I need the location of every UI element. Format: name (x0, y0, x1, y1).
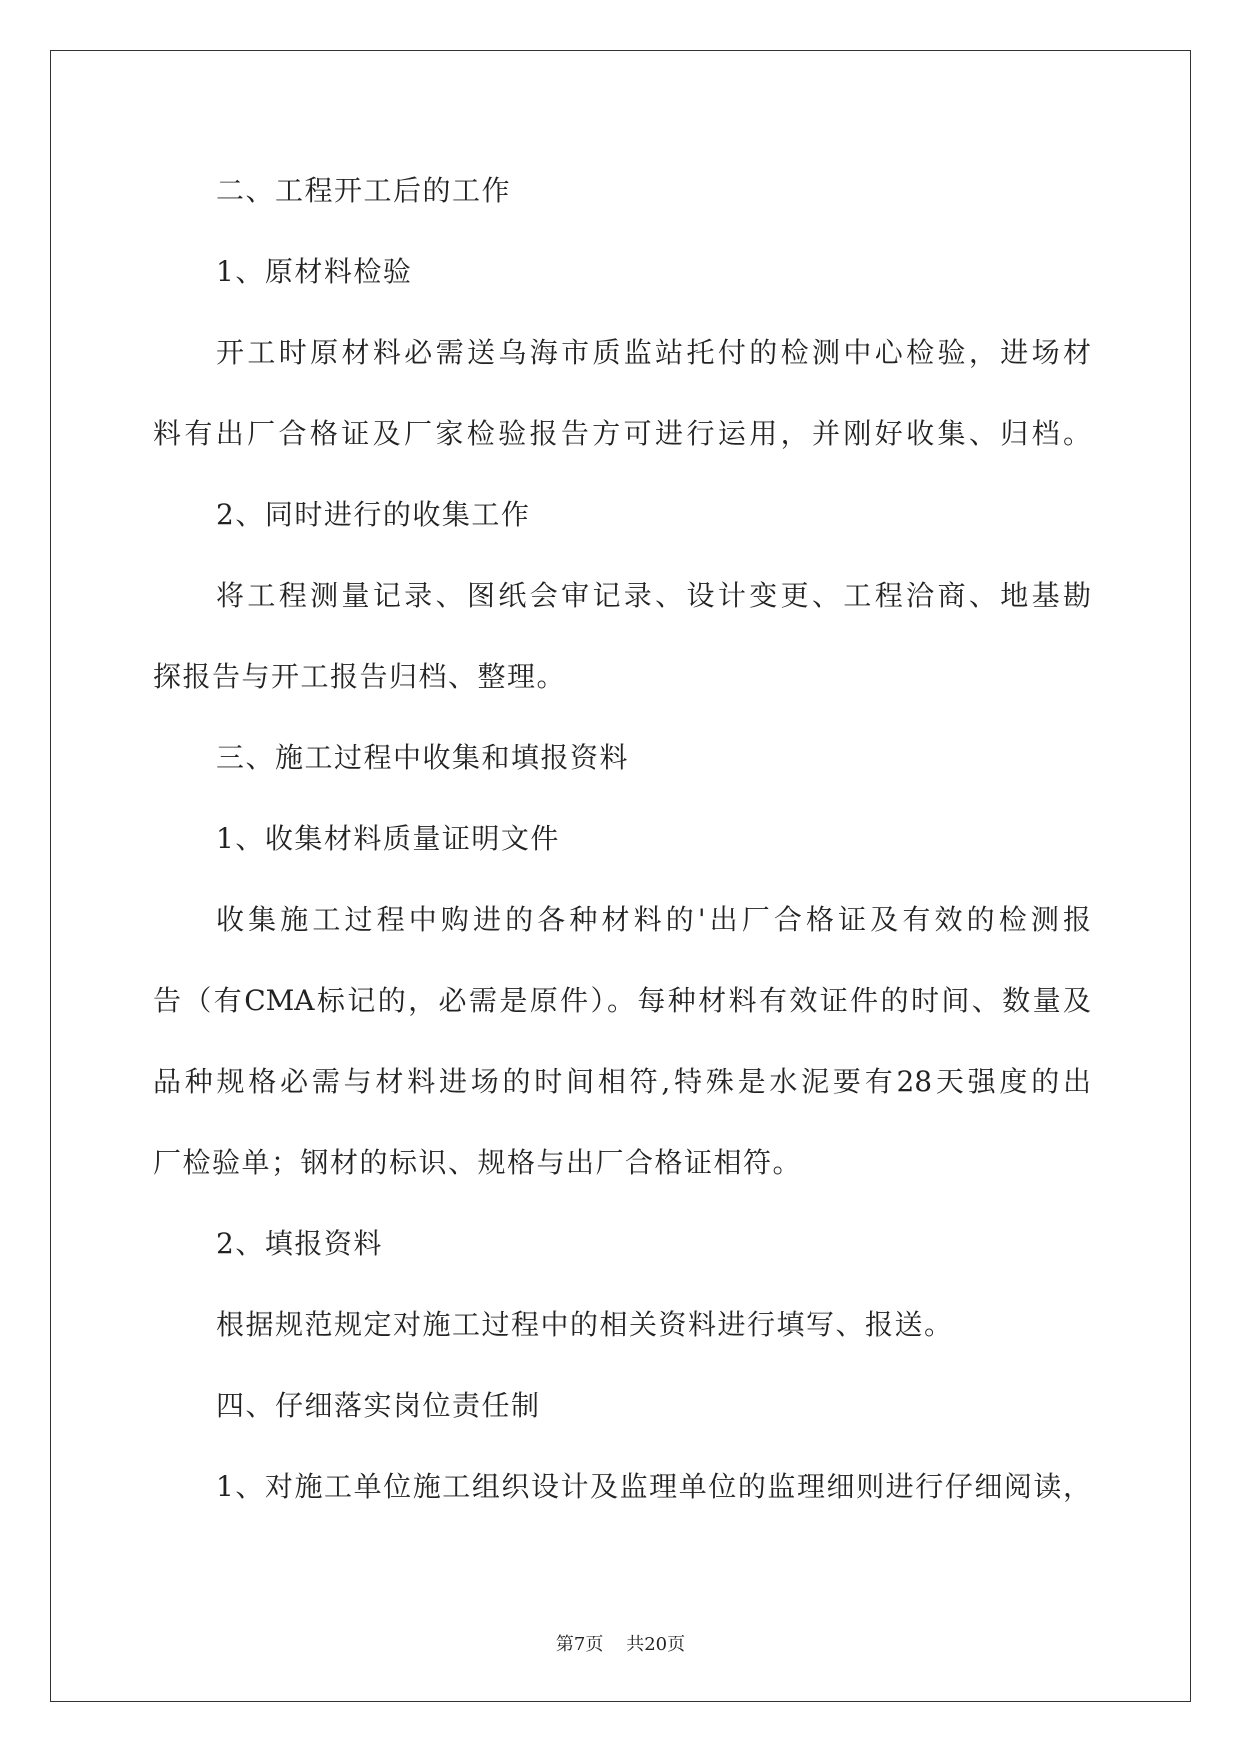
section-heading-2: 二、工程开工后的工作 (216, 174, 512, 207)
paragraph-line: 1、对施工单位施工组织设计及监理单位的监理细则进行仔细阅读， (216, 1470, 1091, 1503)
paragraph-line: 将工程测量记录、图纸会审记录、设计变更、工程洽商、地基勘 (216, 579, 1091, 612)
paragraph-line: 收集施工过程中购进的各种材料的'出厂合格证及有效的检测报 (216, 903, 1091, 936)
paragraph-line: 根据规范规定对施工过程中的相关资料进行填写、报送。 (216, 1308, 954, 1341)
paragraph-line: 料有出厂合格证及厂家检验报告方可进行运用，并刚好收集、归档。 (153, 417, 1091, 450)
subsection-heading: 2、同时进行的收集工作 (216, 498, 531, 531)
subsection-heading: 2、填报资料 (216, 1227, 383, 1260)
page-border (50, 50, 1191, 1702)
subsection-heading: 1、原材料检验 (216, 255, 413, 288)
current-page: 第7页 (555, 1634, 604, 1655)
paragraph-line: 告（有CMA标记的，必需是原件）。每种材料有效证件的时间、数量及 (153, 984, 1091, 1017)
total-pages: 共20页 (626, 1634, 686, 1655)
paragraph-line: 厂检验单；钢材的标识、规格与出厂合格证相符。 (153, 1146, 803, 1179)
subsection-heading: 1、收集材料质量证明文件 (216, 822, 560, 855)
page-footer (0, 1634, 1241, 1656)
section-heading-3: 三、施工过程中收集和填报资料 (216, 741, 630, 774)
paragraph-line: 探报告与开工报告归档、整理。 (153, 660, 567, 693)
paragraph-line: 开工时原材料必需送乌海市质监站托付的检测中心检验，进场材 (216, 336, 1091, 369)
section-heading-4: 四、仔细落实岗位责任制 (216, 1389, 541, 1422)
paragraph-line: 品种规格必需与材料进场的时间相符,特殊是水泥要有28天强度的出 (153, 1065, 1091, 1098)
